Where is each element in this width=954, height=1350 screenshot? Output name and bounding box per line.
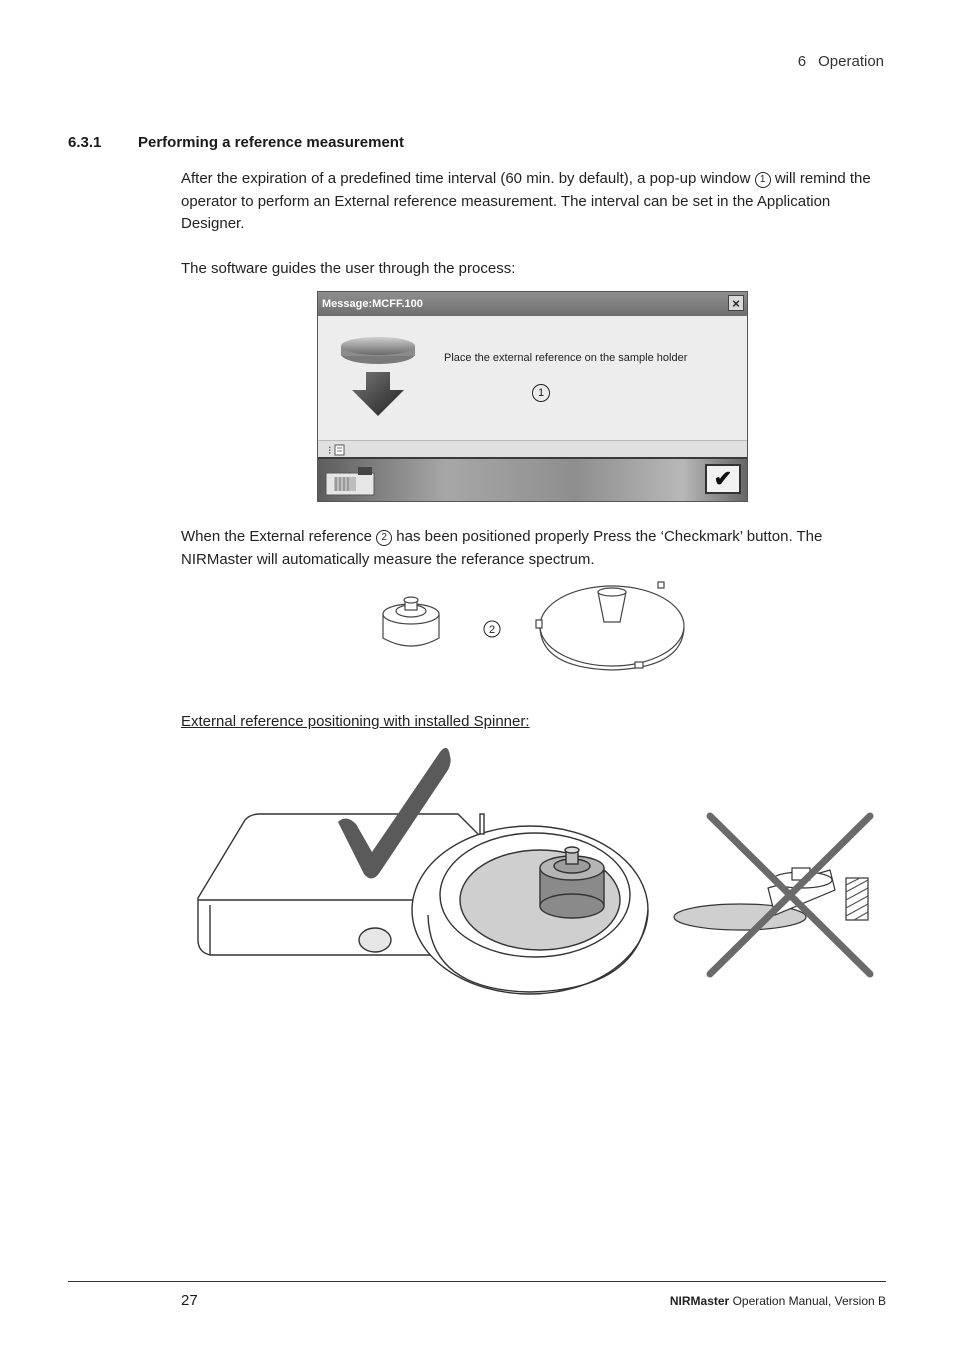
chapter-title: Operation — [818, 53, 884, 70]
dialog-message: Place the external reference on the sample holder — [444, 352, 688, 364]
guide-paragraph: The software guides the user through the process: — [181, 260, 516, 277]
external-reference-puck — [383, 597, 439, 646]
footer-rule — [68, 1281, 886, 1282]
position-paragraph — [181, 526, 886, 571]
message-dialog — [317, 291, 748, 502]
position-text-end: has been positioned properly Press the ‘Checkmark’ button. The NIRMaster will automatically measure the referance spectrum. — [181, 528, 823, 568]
page-icon — [334, 444, 346, 456]
intro-text-start: After the expiration of a predefined time interval (60 min. by default), a pop-up window — [181, 170, 751, 187]
close-icon[interactable]: × — [728, 295, 744, 311]
dialog-title: Message:MCFF.100 — [322, 298, 423, 310]
dialog-button-bar — [318, 457, 747, 501]
running-header — [798, 53, 884, 70]
callout-marker: 1 — [755, 172, 771, 188]
section-title: Performing a reference measurement — [138, 134, 404, 151]
document-icon: ⁝ — [328, 445, 332, 457]
callout-marker: 1 — [532, 384, 550, 402]
external-reference-figure — [370, 578, 700, 678]
figure-caption: External reference positioning with installed Spinner: — [181, 713, 530, 730]
intro-text-end: will remind the operator to perform an External reference measurement. The interval can be set in the Application Designer. — [181, 170, 871, 232]
chapter-number: 6 — [797, 53, 807, 70]
callout-marker: 2 — [488, 624, 496, 636]
product-name: NIRMaster — [669, 1294, 730, 1308]
callout-marker: 2 — [376, 530, 392, 546]
dialog-titlebar — [318, 292, 747, 316]
section-number: 6.3.1 — [68, 134, 102, 151]
spinner-assembly-correct — [198, 814, 648, 994]
document-name: Operation Manual, Version B — [732, 1294, 886, 1308]
dialog-body — [318, 316, 747, 446]
instrument-icon — [322, 463, 382, 497]
reference-down-icon — [338, 336, 428, 436]
spinner-placement-figure — [190, 740, 890, 1000]
footer-title — [670, 1294, 886, 1308]
position-text-start: When the External reference — [181, 528, 372, 545]
page-number: 27 — [181, 1292, 198, 1309]
intro-paragraph — [181, 168, 886, 236]
checkmark-button[interactable]: ✔ — [705, 464, 741, 494]
spinner-lid — [536, 582, 684, 670]
